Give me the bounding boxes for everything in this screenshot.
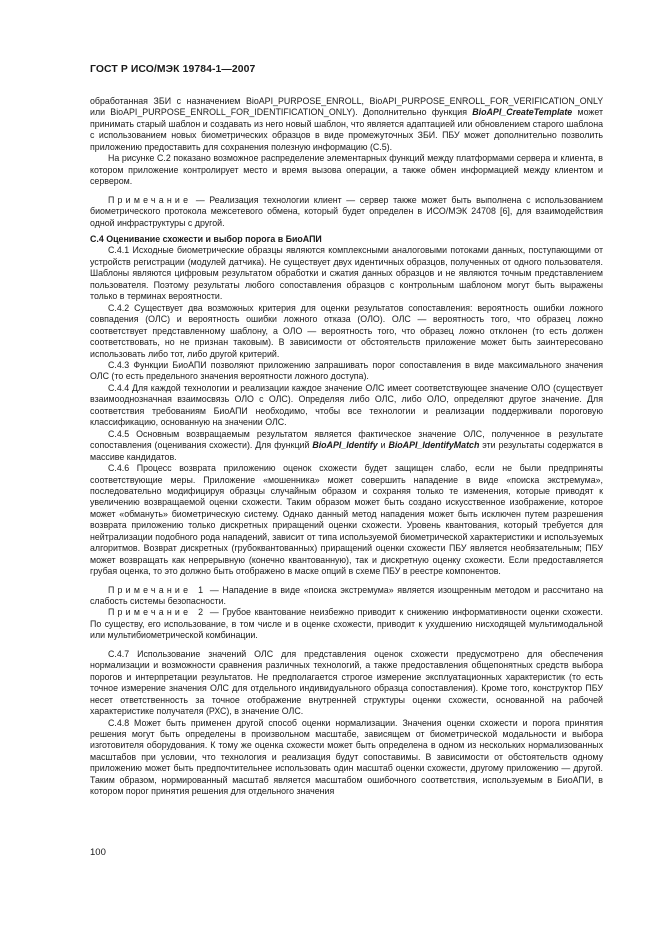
- page-number: 100: [90, 847, 106, 858]
- document-header: ГОСТ Р ИСО/МЭК 19784-1—2007: [90, 64, 256, 75]
- document-body: [90, 96, 603, 798]
- paragraph: На рисунке С.2 показано возможное распределение элементарных функций между платформами сервера и клиента, в котором приложение контролирует место и время вызова операции, а также обмен информацией между клиентом и сервером.: [90, 153, 603, 187]
- note-paragraph: Примечание — Реализация технологии клиент — сервер также может быть выполнена с использованием биометрического протокола межсетевого обмена, который будет определен в ИСО/МЭК 24708 [6], для взаимодействия одной инфраструктуры с другой.: [90, 194, 603, 228]
- function-name: BioAPI_Identify: [312, 440, 378, 451]
- note-label: Примечание: [108, 194, 192, 205]
- paragraph: С.4.6 Процесс возврата приложению оценок схожести будет защищен слабо, если не были предприняты соответствующие меры. Приложение «мошенника» может совершить нападение в виде «поиска экстремума», последовательно модифицируя образцы случайным образом и сохраняя только те изменения, которые приводят к увеличению возвращаемой оценки схожести. Таким образом может быть создано искусственное изображение, которое может «обмануть» биометрическую систему. Однако данный метод нападения может быть исключен путем разрешения возврата приложению только дискретных приращений оценки схожести. Уровень квантования, который требуется для нейтрализации подобного рода нападений, зависит от типа используемой биометрической характеристики и используемых алгоритмов. Возврат дискретных (грубоквантованных) приращений оценки схожести ПБУ является необязательным; ПБУ может возвращать как непрерывную (конечно квантованную), так и дискретную оценку схожести. Если предоставляется грубая оценка, то это должно быть отображено в маске опций в схеме ПБУ в реестре компонентов.: [90, 463, 603, 577]
- paragraph: С.4.1 Исходные биометрические образцы являются комплексными аналоговыми потоками данных, поступающими от устройств регистрации (модулей датчика). Не существует двух идентичных образцов, полученных от одного пользователя. Шаблоны являются цифровым результатом обработки и сжатия данных образцов и не являются точным представлением пользователя. Поэтому результаты любого сопоставления образцов с контрольным шаблоном могут быть выражены только в терминах вероятности.: [90, 245, 603, 302]
- note-paragraph: Примечание 1 — Нападение в виде «поиска экстремума» является изощренным методом и рассчитано на слабость системы безопасности.: [90, 584, 603, 607]
- paragraph: обработанная ЗБИ с назначением BioAPI_PURPOSE_ENROLL, BioAPI_PURPOSE_ENROLL_FOR_VERIFICATION_ONLY или BioAPI_PURPOSE_ENROLL_FOR_IDENTIFICATION_ONLY). Дополнительно функция BioAPI_CreateTemplate может принимать старый шаблон и создавать из него новый шаблон, что является адаптацией или обновлением старого шаблона с использованием новых биометрических образцов в виде промежуточных ЗБИ. ПБУ может дополнительно позволить приложению предоставить для сохранения полезную информацию (С.5).: [90, 96, 603, 152]
- section-heading: С.4 Оценивание схожести и выбор порога в БиоАПИ: [90, 233, 322, 244]
- paragraph: С.4.2 Существует два возможных критерия для оценки результатов сопоставления: вероятность ошибки ложного совпадения (ОЛС) и вероятность ошибки ложного отказа (ОЛО). ОЛС — вероятность того, что образец ложно соответствует представленному шаблону, а ОЛО — вероятность того, что образец ложно отклонен (то есть должен соответствовать, но не признан таковым). В зависимости от обстоятельств приложение может быть заинтересовано использовать либо тот, либо другой критерий.: [90, 302, 603, 359]
- note-label: Примечание 2: [108, 607, 207, 618]
- function-name: BioAPI_IdentifyMatch: [388, 440, 480, 451]
- paragraph: С.4.7 Использование значений ОЛС для представления оценок схожести предусмотрено для обеспечения нормализации и возможности сравнения различных технологий, а также предоставления общепонятных средств выбора порогов и интерпретации результатов. Не предполагается строгое измерение эксплуатационных характеристик (то есть точное измерение значения ОЛС для отдельного индивидуального образца сопоставления). Кроме того, конструктор ПБУ несет ответственность за точное отображение внутренней структуры оценки схожести, основанной на рабочей характеристике получателя (РХС), в значение ОЛС.: [90, 648, 603, 717]
- paragraph: С.4.8 Может быть применен другой способ оценки нормализации. Значения оценки схожести и порога принятия решения могут быть определены в произвольном масштабе, зависящем от биометрической модальности и выбора изготовителя оборудования. К тому же оценка схожести может быть определена в одном из нескольких нормализованных масштабов при условии, что технология и реализация будут сопоставимы. В зависимости от обстоятельств одному приложению может быть предпочтительнее использовать один масштаб оценки схожести, другому приложению — другой. Таким образом, нормированный масштаб является масштабом ошибочного соответствия, используемым в БиоАПИ, в котором порог принятия решения для отдельного значения: [90, 717, 603, 797]
- function-name: BioAPI_CreateTemplate: [472, 107, 573, 118]
- paragraph: С.4.4 Для каждой технологии и реализации каждое значение ОЛС имеет соответствующее значение ОЛО (существует взаимооднозначная взаимосвязь ОЛО с ОЛС). Определяя либо ОЛС, либо ОЛО, определяют другое значение. Для соответствия требованиям БиоАПИ необходимо, чтобы все технологии и реализации поддерживали пороговую классификацию, основанную на значении ОЛС.: [90, 382, 603, 428]
- paragraph: С.4.5 Основным возвращаемым результатом является фактическое значение ОЛС, полученное в результате сопоставления (оценивания схожести). Для функций BioAPI_Identify и BioAPI_IdentifyMatch эти результаты содержатся в массиве кандидатов.: [90, 428, 604, 462]
- paragraph: С.4.3 Функции БиоАПИ позволяют приложению запрашивать порог сопоставления в виде максимального значения ОЛС (то есть предельного значения вероятности ложного доступа).: [90, 359, 603, 382]
- note-label: Примечание 1: [108, 584, 207, 595]
- note-paragraph: Примечание 2 — Грубое квантование неизбежно приводит к снижению информативности оценки схожести. По существу, его использование, в том числе и в оценке схожести, приводит к ухудшению нисходящей мультимодальной или мультибиометрической комбинации.: [90, 607, 603, 641]
